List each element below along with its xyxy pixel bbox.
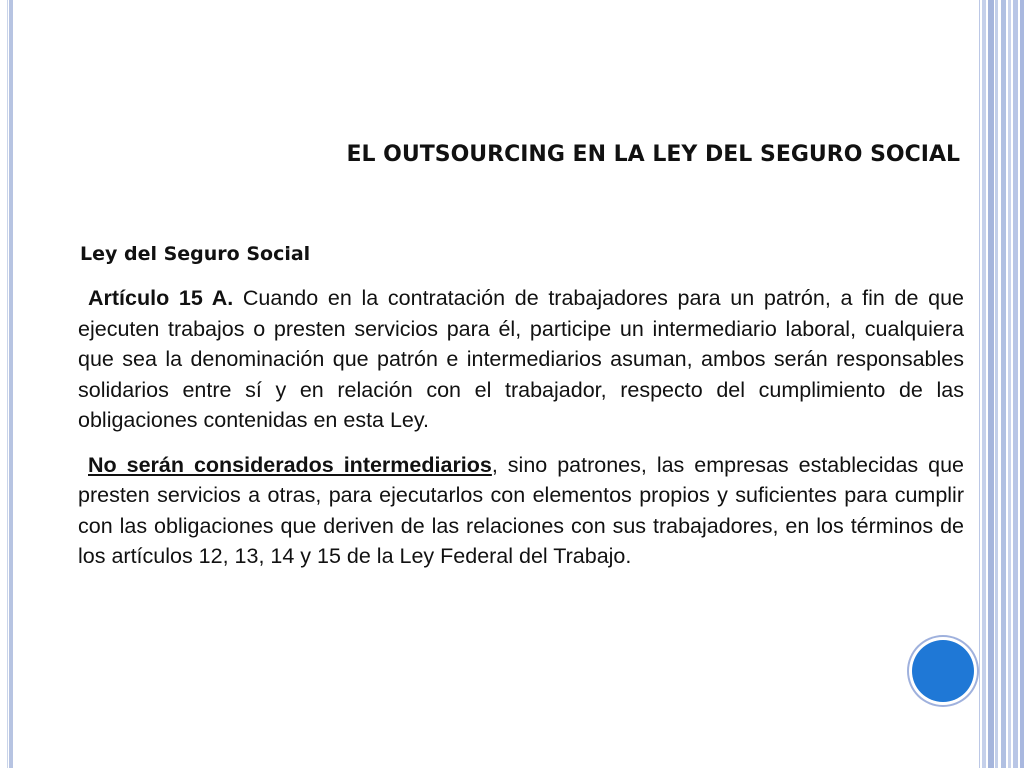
paragraph-text: Cuando en la contratación de trabajadores para un patrón, a fin de que ejecuten trabajos o presten servicios para él, participe un intermediario laboral, cualquiera que sea la denominación que patrón e intermediarios asuman, ambos serán responsables solidarios entre sí y en relación con el trabajador, respecto del cumplimiento de las obligaciones contenidas en esta Ley.	[78, 286, 964, 432]
slide-body	[78, 283, 964, 572]
paragraph-text: , sino patrones, las empresas establecidas que presten servicios a otras, para ejecutarlos con elementos propios y suficientes para cumplir con las obligaciones que deriven de las relaciones con sus trabajadores, en los términos de los artículos 12, 13, 14 y 15 de la Ley Federal del Trabajo.	[78, 452, 964, 568]
blue-circle-decoration	[912, 640, 974, 702]
paragraph-article-15a	[78, 283, 964, 436]
section-subheading: Ley del Seguro Social	[80, 243, 311, 265]
slide-title: EL OUTSOURCING EN LA LEY DEL SEGURO SOCIAL	[346, 142, 960, 167]
right-border-stripes	[977, 0, 1024, 768]
paragraph-not-intermediaries	[78, 450, 964, 572]
article-label: Artículo 15 A.	[88, 286, 234, 310]
emphasis-phrase: No serán considerados intermediarios	[88, 452, 492, 477]
left-border-rule	[7, 0, 13, 768]
